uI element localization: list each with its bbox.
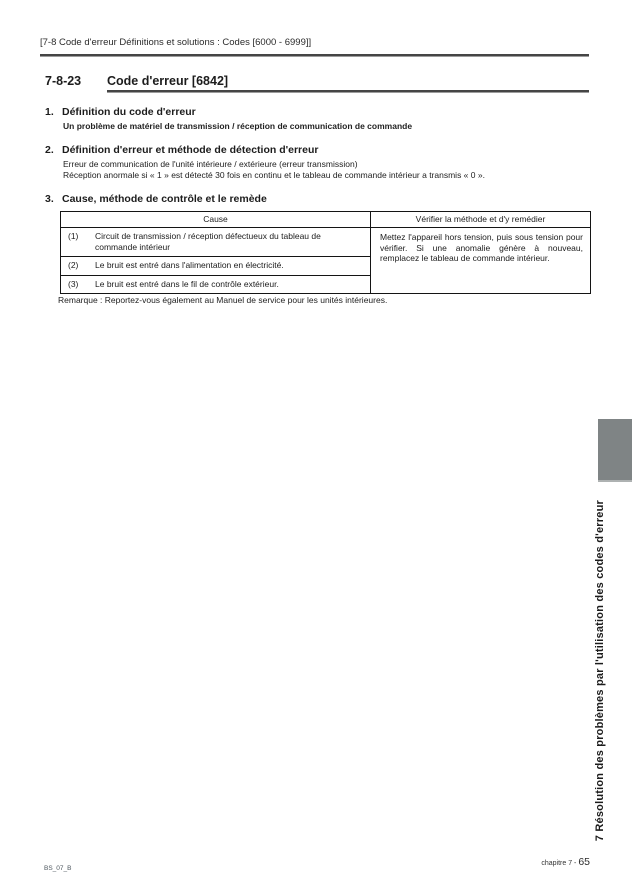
section-1-body-line: Un problème de matériel de transmission / réception de communication de commande (63, 121, 413, 131)
header-rule (40, 54, 589, 57)
title-rule (107, 90, 589, 93)
page-number (541, 856, 590, 868)
remark-note: Remarque : Reportez-vous également au Manuel de service pour les unités intérieures. (58, 295, 388, 305)
table-header-row (61, 212, 591, 228)
table-header-cause: Cause (61, 212, 371, 228)
page-number-value: 65 (578, 856, 590, 868)
section-number: 7-8-23 (45, 74, 82, 88)
page-number-prefix: chapitre 7 - (541, 860, 579, 867)
page-title (45, 74, 228, 88)
section-2-body-line-1: Erreur de communication de l'unité intérieure / extérieure (erreur transmission) (63, 159, 358, 169)
chapter-sidebar-label: 7 Résolution des problèmes par l'utilisation des codes d'erreur (593, 500, 606, 842)
breadcrumb: [7-8 Code d'erreur Définitions et solutions : Codes [6000 - 6999]] (40, 37, 312, 48)
cause-3-number: (3) (68, 278, 79, 289)
section-2-heading-label: Définition d'erreur et méthode de détection d'erreur (62, 144, 319, 156)
section-2-body-line-2: Réception anormale si « 1 » est détecté 30 fois en continu et le tableau de commande intérieur a transmis « 0 ». (63, 169, 485, 180)
section-3-heading (45, 193, 267, 205)
cause-cell-3 (61, 275, 371, 294)
cause-2-text: Le bruit est entré dans l'alimentation en électricité. (95, 260, 284, 270)
cause-cell-1 (61, 228, 371, 257)
document-code: BS_07_B (44, 865, 72, 872)
table-header-remedy: Vérifier la méthode et d'y remédier (371, 212, 591, 228)
table-row (61, 228, 591, 257)
section-2-heading (45, 144, 318, 156)
section-1-heading-label: Définition du code d'erreur (62, 106, 196, 118)
cause-3-text: Le bruit est entré dans le fil de contrôle extérieur. (95, 278, 279, 289)
chapter-tab (598, 419, 632, 482)
chapter-sidebar (590, 500, 609, 842)
section-2-body (63, 159, 485, 180)
cause-remedy-table (60, 211, 591, 294)
cause-2-number: (2) (68, 260, 79, 270)
section-2-number: 2. (45, 144, 54, 156)
section-1-heading (45, 106, 196, 118)
section-1-number: 1. (45, 106, 54, 118)
section-3-heading-label: Cause, méthode de contrôle et le remède (62, 193, 267, 205)
cause-cell-2 (61, 257, 371, 276)
cause-1-text: Circuit de transmission / réception défectueux du tableau de commande intérieur (95, 231, 321, 252)
section-3-number: 3. (45, 193, 54, 205)
remedy-cell: Mettez l'appareil hors tension, puis sous tension pour vérifier. Si une anomalie génère à nouveau, remplacez le tableau de commande intérieur. (371, 228, 591, 294)
cause-1-number: (1) (68, 231, 79, 241)
page-title-label: Code d'erreur [6842] (107, 74, 229, 88)
